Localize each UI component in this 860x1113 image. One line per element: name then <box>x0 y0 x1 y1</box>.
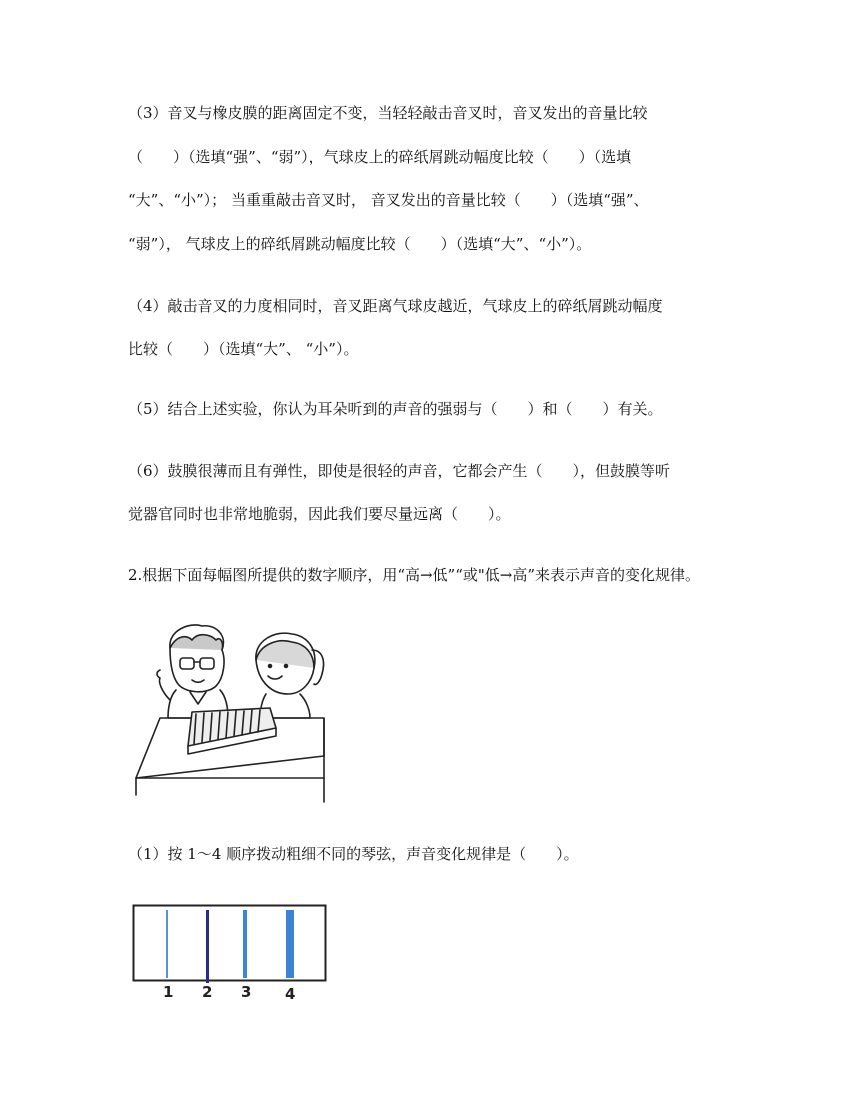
question-2-text: 2.根据下面每幅图所提供的数字顺序，用“高→低”“或"低→高”来表示声音的变化规律。 <box>128 566 701 584</box>
string-label-1: 1 <box>163 983 174 1001</box>
children-instrument-illustration <box>130 620 330 805</box>
q3-line-4: “弱”）， 气球皮上的碎纸屑跳动幅度比较（ ）（选填“大”、“小”）。 <box>128 235 592 253</box>
q4-line-1: （4）敲击音叉的力度相同时，音叉距离气球皮越近，气球皮上的碎纸屑跳动幅度 <box>128 297 663 315</box>
q3-line-1: （3）音叉与橡皮膜的距离固定不变，当轻轻敲击音叉时，音叉发出的音量比较 <box>128 104 648 122</box>
string-4 <box>286 910 294 978</box>
string-label-3: 3 <box>241 983 252 1001</box>
strings-frame <box>134 906 326 981</box>
q3-line-2: （ ）（选填“强”、“弱”），气球皮上的碎纸屑跳动幅度比较（ ）（选填 <box>128 148 632 166</box>
string-2 <box>206 910 209 983</box>
strings-diagram <box>132 904 328 1004</box>
q6-line-1: （6）鼓膜很薄而且有弹性，即使是很轻的声音，它都会产生（ ），但鼓膜等听 <box>128 462 671 480</box>
string-3 <box>243 910 247 978</box>
q5-line-1: （5）结合上述实验，你认为耳朵听到的声音的强弱与（ ）和（ ）有关。 <box>128 400 663 418</box>
string-label-2: 2 <box>202 983 213 1001</box>
string-1 <box>166 910 168 978</box>
string-label-4: 4 <box>285 985 296 1003</box>
q3-line-3: “大”、“小”）； 当重重敲击音叉时， 音叉发出的音量比较（ ）（选填“强”、 <box>128 191 649 209</box>
q6-line-2: 觉器官同时也非常地脆弱，因此我们要尽量远离（ ）。 <box>128 505 511 523</box>
sub-question-1: （1）按 1～4 顺序拨动粗细不同的琴弦，声音变化规律是（ ）。 <box>128 845 579 863</box>
q4-line-2: 比较（ ）（选填“大”、 “小”）。 <box>128 340 359 358</box>
